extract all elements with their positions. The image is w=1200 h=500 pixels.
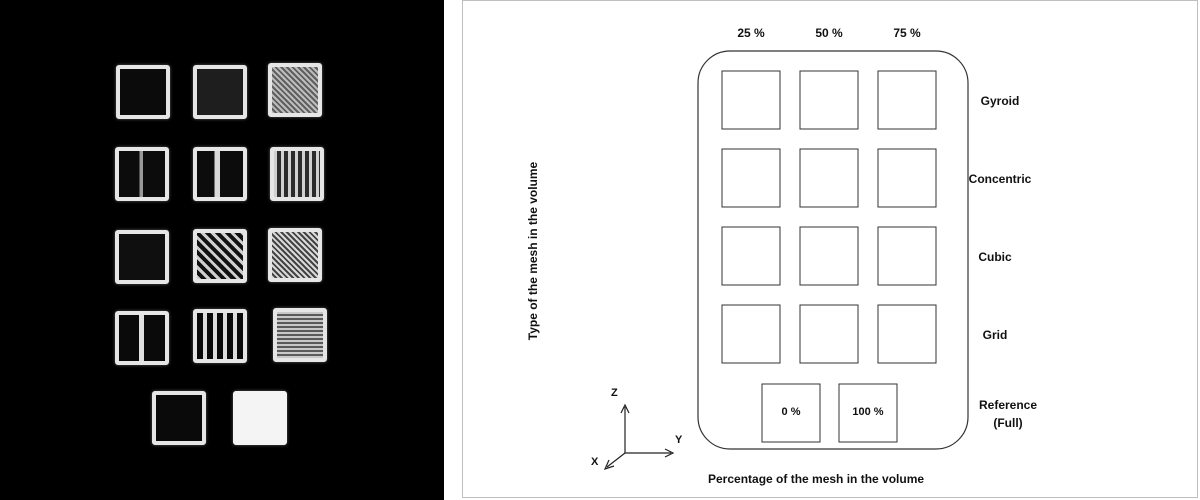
sample-grid-75 <box>273 308 327 362</box>
column-label-75: 75 % <box>893 26 921 40</box>
cell-concentric-75 <box>878 149 936 207</box>
cell-grid-75 <box>878 305 936 363</box>
sample-container <box>698 51 968 449</box>
sample-concentric-25 <box>115 147 169 201</box>
cell-gyroid-50 <box>800 71 858 129</box>
column-label-50: 50 % <box>815 26 843 40</box>
cell-grid-50 <box>800 305 858 363</box>
row-label-reference: Reference <box>978 398 1038 412</box>
y-axis-title: Type of the mesh in the volume <box>526 161 540 341</box>
cell-gyroid-75 <box>878 71 936 129</box>
coordinate-axes <box>605 405 673 469</box>
sample-layout-diagram <box>462 0 1198 498</box>
cell-cubic-50 <box>800 227 858 285</box>
row-label-cubic: Cubic <box>978 250 1012 264</box>
row-label-reference-full: (Full) <box>993 416 1023 430</box>
sample-reference-100 <box>233 391 287 445</box>
x-axis-label: X <box>591 456 599 468</box>
sample-grid-50 <box>193 309 247 363</box>
sample-cubic-25 <box>115 230 169 284</box>
column-label-25: 25 % <box>737 26 765 40</box>
cell-gyroid-25 <box>722 71 780 129</box>
reference-cell-label-100: 100 % <box>852 406 884 418</box>
sample-concentric-50 <box>193 147 247 201</box>
cell-concentric-50 <box>800 149 858 207</box>
sample-gyroid-25 <box>116 65 170 119</box>
cell-cubic-75 <box>878 227 936 285</box>
sample-gyroid-75 <box>268 63 322 117</box>
diagram-drawing <box>463 1 1199 499</box>
row-label-grid: Grid <box>982 328 1008 342</box>
sample-gyroid-50 <box>193 65 247 119</box>
x-axis-title: Percentage of the mesh in the volume <box>708 472 925 486</box>
cell-grid-25 <box>722 305 780 363</box>
sample-reference-0 <box>152 391 206 445</box>
ct-scan-image <box>0 0 444 500</box>
row-label-gyroid: Gyroid <box>980 94 1020 108</box>
x-axis <box>607 453 625 467</box>
cell-concentric-25 <box>722 149 780 207</box>
row-label-concentric: Concentric <box>968 172 1032 186</box>
sample-grid-25 <box>115 311 169 365</box>
sample-concentric-75 <box>270 147 324 201</box>
sample-cubic-75 <box>268 228 322 282</box>
reference-cell-label-0: 0 % <box>781 406 801 418</box>
cell-cubic-25 <box>722 227 780 285</box>
sample-cubic-50 <box>193 229 247 283</box>
z-axis-label: Z <box>611 387 618 399</box>
y-axis-label: Y <box>675 434 683 446</box>
